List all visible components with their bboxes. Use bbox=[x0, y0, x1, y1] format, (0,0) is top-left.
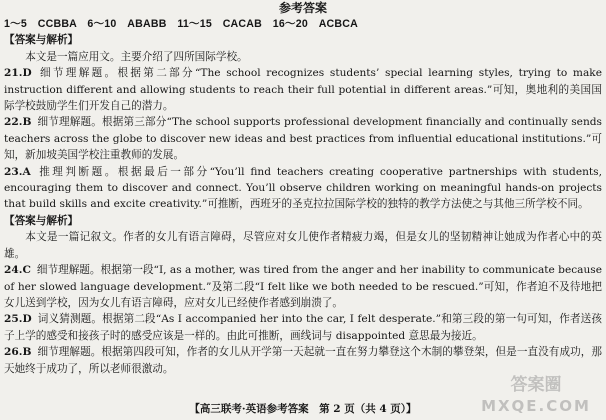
watermark-logo bbox=[472, 370, 600, 416]
page-footer: 【高三联考·英语参考答案 第 2 页（共 4 页）】 bbox=[189, 403, 417, 415]
question-explanation: 词义猜测题。根据第二段“As I accompanied her into the car, I felt desperate.”和第三段的第一句可知，作者送孩子上学的感受和接孩子时的感受应该是一样的。由此可推断，画线词与 disappointed 意思最为接近。 bbox=[4, 313, 602, 342]
question-explanation: 细节理解题。根据第四段可知，作者的女儿从开学第一天起就一直在努力攀登这个木制的攀登架，但是一直没有成功，那天她终于成功了，所以老师很激动。 bbox=[4, 346, 602, 375]
question-number: 25. bbox=[4, 313, 23, 326]
page-title: 参考答案 bbox=[278, 1, 327, 15]
question-answer: D bbox=[22, 313, 32, 326]
question-number: 24. bbox=[4, 264, 23, 277]
question-answer: A bbox=[22, 165, 31, 178]
answer-key-line: 1～5 CCBBA 6～10 ABABB 11～15 CACAB 16～20 ACBCA bbox=[4, 18, 358, 30]
question-21 bbox=[4, 65, 602, 114]
section-1 bbox=[4, 32, 602, 212]
question-number: 21. bbox=[4, 67, 23, 80]
question-answer: B bbox=[22, 116, 32, 129]
question-number: 26. bbox=[4, 346, 23, 359]
answer-page bbox=[4, 0, 602, 377]
question-number: 22. bbox=[4, 116, 23, 129]
question-22 bbox=[4, 114, 602, 163]
section-2 bbox=[4, 213, 602, 377]
watermark-bottom-text: MXQE.COM bbox=[481, 397, 591, 415]
section-intro: 本文是一篇应用文。主要介绍了四所国际学校。 bbox=[25, 50, 248, 63]
question-answer: C bbox=[22, 264, 31, 277]
question-explanation: 推理判断题。根据最后一部分“You’ll find teachers creating cooperative partnerships with students, encouraging them to discover and connect. You’ll observe children working on meaningful hands-on projects that build skills and excite creativity.”可推断，西班牙的圣克拉拉国际学校的独特的教学方法使之与其他三所学校不同。 bbox=[4, 165, 602, 211]
question-23 bbox=[4, 164, 602, 213]
watermark-top-text: 答案圈 bbox=[510, 375, 562, 395]
question-explanation: 细节理解题。根据第二部分“The school recognizes students’ special learning styles, trying to make instruction different and allowing students to reach their full potential in different areas.”可知，奥地利的美国国际学校鼓励学生们开发自己的潜力。 bbox=[4, 67, 602, 113]
question-answer: D bbox=[22, 67, 32, 80]
section-intro: 本文是一篇记叙文。作者的女儿有语言障碍，尽管应对女儿使作者精疲力竭，但是女儿的坚韧精神让她成为作者心中的英雄。 bbox=[4, 231, 602, 260]
question-number: 23. bbox=[4, 165, 23, 178]
question-answer: B bbox=[22, 346, 32, 359]
question-25 bbox=[4, 311, 602, 344]
section-heading: 【答案与解析】 bbox=[4, 214, 79, 227]
question-explanation: 细节理解题。根据第一段“I, as a mother, was tired from the anger and her inability to communicate because of her slowed language development.”及第二段“I felt like we both needed to be rescued.”可知，作者迫不及待地把女儿送到学校，因为女儿有语言障碍，应对女儿已经使作者感到崩溃了。 bbox=[4, 264, 602, 309]
section-heading: 【答案与解析】 bbox=[4, 34, 79, 47]
question-explanation: 细节理解题。根据第三部分“The school supports professional development financially and continually sends teachers across the globe to discover new ideas and best practices from influential educational institutions.”可知，新加坡美国学校注重教师的发展。 bbox=[4, 116, 602, 162]
question-24 bbox=[4, 262, 602, 311]
